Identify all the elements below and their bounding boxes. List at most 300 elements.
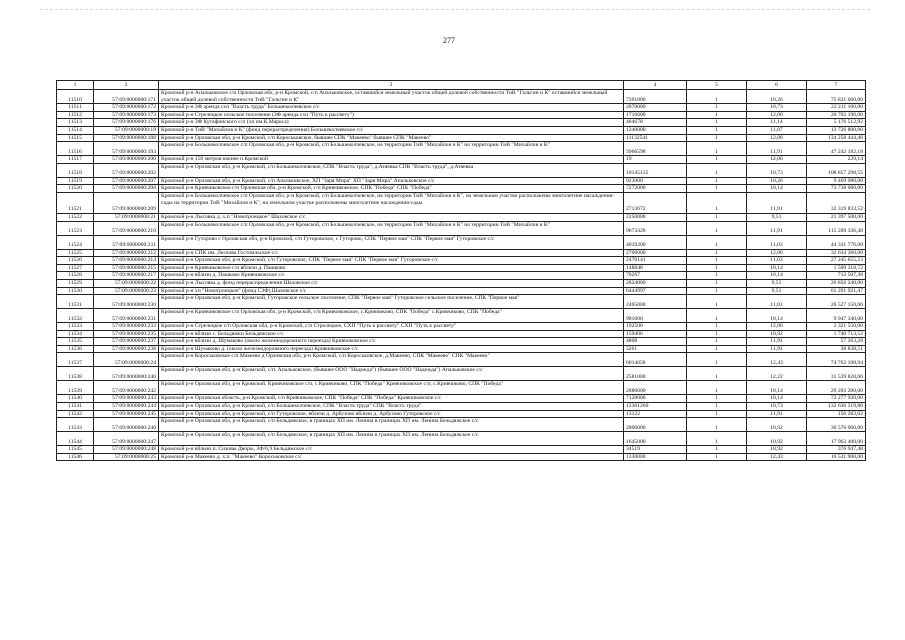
area-value: 6014658 [624, 353, 687, 367]
area-value: 2581000 [624, 367, 687, 381]
area-value: 981000 [624, 309, 687, 323]
cadastral-number: 57:09:0000000:23 [94, 287, 159, 295]
share-value: 1 [687, 111, 747, 119]
price-value: 10,73 [747, 403, 807, 411]
area-value: 464678 [624, 119, 687, 127]
location-description: Кромской р-н Орловская обл, р-н Кромской, с/п Большеколчевское, СПК "Власть труда", д.Атяевка СПК "Власть труда", д.Атяевка [159, 163, 624, 177]
cadastral-number: 57:09:0000000:242 [94, 381, 159, 395]
share-value: 1 [687, 353, 747, 367]
cost-value: 712 507,38 [807, 272, 866, 280]
header-col-3: 3 [159, 81, 624, 90]
price-value: 11,03 [747, 235, 807, 249]
row-number: 11529 [57, 279, 94, 287]
share-value: 1 [687, 264, 747, 272]
location-description: Кромской р-н Кривчиковское с/п вблизи д. Пашково [159, 264, 624, 272]
cadastral-number: 57:09:0000000:188 [94, 134, 159, 142]
location-description: Кромской р-н Большеколчевское с/п Орловская обл, р-н Кромской, с/п Большеколчевское, на территории ТиВ "Михайлов и К" на территории ТиВ "Михайлов и К" [159, 142, 624, 156]
table-row [57, 323, 866, 331]
area-value: 1645000 [624, 432, 687, 446]
row-number: 11540 [57, 395, 94, 403]
header-col-1: 1 [57, 81, 94, 90]
price-value: 10,26 [747, 90, 807, 104]
price-value: 11,91 [747, 345, 807, 353]
cost-value: 16 531 900,00 [807, 453, 866, 461]
area-value: 12361260 [624, 403, 687, 411]
share-value: 1 [687, 163, 747, 177]
row-number: 11534 [57, 330, 94, 338]
location-description: Кромской р-н Орловская обл, р-н Кромской, с/п Большеколчевское, СПК "Власть труда" СПК "Власть труда" [159, 403, 624, 411]
location-description: Кромской р-н Орловская обл, р-н Кромской, с/п Апальковское, ХП "Заря Мира" ХП "Заря Мира" Апальковское с/с [159, 177, 624, 185]
table-row [57, 126, 866, 134]
location-description: Кромской р-н Стрелецкое сельское поселение (ЗФ аренда схп "Путь к рассвету") [159, 111, 624, 119]
share-value: 1 [687, 279, 747, 287]
price-value: 11,91 [747, 142, 807, 156]
cost-value: 5 176 512,92 [807, 119, 866, 127]
location-description: Кромской р-н Гуторово с Орловская обл, р-н Кромской, с/п Гуторовское, с Гуторово, СПК "Первое мая" СПК "Первое мая" Гуторовское с/с [159, 235, 624, 249]
share-value: 1 [687, 295, 747, 309]
cost-value: 9 469 980,00 [807, 177, 866, 185]
price-value: 10,92 [747, 330, 807, 338]
table-row [57, 142, 866, 156]
table-row [57, 192, 866, 213]
cadastral-number: 57:09:0000000:208 [94, 185, 159, 193]
share-value: 1 [687, 235, 747, 249]
share-value: 1 [687, 410, 747, 418]
table-row [57, 134, 866, 142]
cost-value: 31 539 820,00 [807, 367, 866, 381]
row-number: 11519 [57, 177, 94, 185]
price-value: 11,91 [747, 338, 807, 346]
share-value: 1 [687, 257, 747, 265]
cost-value: 1 740 713,52 [807, 330, 866, 338]
area-value: 3966598 [624, 142, 687, 156]
header-col-4: 4 [624, 81, 687, 90]
price-value: 12,06 [747, 134, 807, 142]
price-value: 10,14 [747, 309, 807, 323]
cadastral-number: 57:09:0000000:248 [94, 446, 159, 454]
location-description: Кромской р-н вблизи д. Пашково Кривчиковское с/с [159, 272, 624, 280]
table-row [57, 446, 866, 454]
cost-value: 376 947,48 [807, 446, 866, 454]
area-value: 4019200 [624, 235, 687, 249]
scan-top-marks [40, 9, 870, 13]
cost-value: 2 321 550,00 [807, 323, 866, 331]
location-description: Кромской р-н Орловская обл, р-н Кромской, с/п Гуторовское, вблизи д. Арбузово вблизи д. Арбузово Гуторовское с/с [159, 410, 624, 418]
share-value: 1 [687, 381, 747, 395]
location-description: Кромской р-н вблизи с. Бельдяжки Бельдяжское с/с [159, 330, 624, 338]
area-value: 923000 [624, 177, 687, 185]
cost-value: 57 263,28 [807, 338, 866, 346]
cadastral-number: 57:09:0000000:217 [94, 272, 159, 280]
share-value: 1 [687, 221, 747, 235]
cost-value: 47 242 182,18 [807, 142, 866, 156]
cost-value: 73 738 080,00 [807, 185, 866, 193]
location-description: Кромской р-н Стрелецкое с/п Орловская обл, р-н Кромской, с/п Стрелецкое, СХП "Путь к рассвету" СХП "Путь к рассвету" [159, 323, 624, 331]
location-description: Кромской р-н хп "Новотроицкое" (фонд СЗФ) Шаховское с/с [159, 287, 624, 295]
cadastral-number: 57:09:0000000:240 [94, 367, 159, 381]
price-value: 11,07 [747, 126, 807, 134]
area-value: 7128000 [624, 395, 687, 403]
row-number: 11525 [57, 249, 94, 257]
cadastral-number: 57:09:0000000:200 [94, 156, 159, 164]
cost-value: 1 509 318,72 [807, 264, 866, 272]
share-value: 1 [687, 323, 747, 331]
share-value: 1 [687, 185, 747, 193]
row-number: 11527 [57, 264, 94, 272]
cadastral-number: 57:09:0000000:22 [94, 279, 159, 287]
cadastral-number: 57:09:0000000:244 [94, 403, 159, 411]
share-value: 1 [687, 272, 747, 280]
row-number: 11528 [57, 272, 94, 280]
row-number: 11544 [57, 432, 94, 446]
cost-value: 61 291 921,47 [807, 287, 866, 295]
share-value: 1 [687, 90, 747, 104]
table-row [57, 403, 866, 411]
area-value: 7391000 [624, 90, 687, 104]
price-value: 12,06 [747, 111, 807, 119]
table-row [57, 272, 866, 280]
cadastral-number: 57:09:0000000:238 [94, 345, 159, 353]
area-value: 2070000 [624, 104, 687, 112]
area-value: 2250000 [624, 213, 687, 221]
price-value: 10,14 [747, 395, 807, 403]
area-value: 9673328 [624, 221, 687, 235]
price-value: 12,43 [747, 353, 807, 367]
location-description: Кромской р-н Большеколчевское с/п Орловская обл, р-н Кромской, с/п Большеколчевское, на территории ТиВ "Михайлов и К" на территории ТиВ "Михайлов и К" [159, 221, 624, 235]
location-description: Кромской р-н Орловская область, р-н Кромской, с/п Кривчиковское, СПК "Победа" СПК "Победа" Кривчиковское с/с [159, 395, 624, 403]
row-number: 11535 [57, 338, 94, 346]
share-value: 1 [687, 213, 747, 221]
location-description: Кромской р-н Орловская обл, р-н Кромской, Гуторовское сельское поселение, СПК "Первое мая" Гуторовское сельское поселение, СПК "Первое мая" [159, 295, 624, 309]
price-value: 9,51 [747, 279, 807, 287]
price-value: 12,06 [747, 323, 807, 331]
share-value: 1 [687, 330, 747, 338]
table-row [57, 235, 866, 249]
table-row [57, 295, 866, 309]
price-value: 9,51 [747, 213, 807, 221]
cost-value: 32 319 833,52 [807, 192, 866, 213]
area-value: 1240000 [624, 126, 687, 134]
price-value: 11,03 [747, 257, 807, 265]
row-number: 11523 [57, 221, 94, 235]
table-row [57, 453, 866, 461]
price-value: 10,26 [747, 177, 807, 185]
cadastral-number: 57:09:0000000:230 [94, 295, 159, 309]
cadastral-number: 57:09:0000000:172 [94, 104, 159, 112]
row-number: 11517 [57, 156, 94, 164]
row-number: 11537 [57, 353, 94, 367]
row-number: 11546 [57, 453, 94, 461]
table-row [57, 163, 866, 177]
location-description: Кромской р-н ТиВ "Михайлов и К" (фонд перераспределения) Большеколчевское с/с [159, 126, 624, 134]
location-description: Кромской р-н Лысовка д. х.п "Новотроицкое" Шаховское с/с [159, 213, 624, 221]
land-register-sheet [56, 80, 865, 461]
row-number: 11514 [57, 126, 94, 134]
area-value: 1330000 [624, 453, 687, 461]
row-number: 11511 [57, 104, 94, 112]
row-number: 11530 [57, 287, 94, 295]
header-col-7: 7 [807, 81, 866, 90]
share-value: 1 [687, 453, 747, 461]
location-description: Кромской р-н вблизи п. Сизовы Дворы, ЗФ/6,9 Бельдяжское с/с [159, 446, 624, 454]
cadastral-number: 57:09:0000000:21 [94, 213, 159, 221]
cost-value: 32 634 360,00 [807, 249, 866, 257]
table-row [57, 345, 866, 353]
area-value: 2470141 [624, 257, 687, 265]
table-row [57, 264, 866, 272]
cost-value: 20 702 196,00 [807, 111, 866, 119]
table-row [57, 367, 866, 381]
share-value: 1 [687, 142, 747, 156]
cadastral-number: 57:09:0000000:24 [94, 353, 159, 367]
row-number: 11521 [57, 192, 94, 213]
cadastral-number: 57:09:0000000:209 [94, 192, 159, 213]
share-value: 1 [687, 126, 747, 134]
area-value: 34519 [624, 446, 687, 454]
cadastral-number: 57:09:0000000:202 [94, 163, 159, 177]
table-body [57, 81, 866, 461]
price-value: 10,14 [747, 381, 807, 395]
location-description: Кромской р-н Макеево д. х.п. "Макеево" Короськовское с/с [159, 453, 624, 461]
area-value: 6444997 [624, 287, 687, 295]
price-value: 12,43 [747, 453, 807, 461]
table-row [57, 395, 866, 403]
cadastral-number: 57:09:0000000:246 [94, 418, 159, 432]
price-value: 12,22 [747, 367, 807, 381]
cadastral-number: 57:09:0000000:245 [94, 410, 159, 418]
cost-value: 229,14 [807, 156, 866, 164]
cost-value: 13 726 800,00 [807, 126, 866, 134]
cadastral-number: 57:09:0000000:247 [94, 432, 159, 446]
cost-value: 74 762 198,94 [807, 353, 866, 367]
cost-value: 29 203 200,00 [807, 381, 866, 395]
share-value: 1 [687, 446, 747, 454]
land-register-table [56, 80, 866, 461]
share-value: 1 [687, 177, 747, 185]
share-value: 1 [687, 104, 747, 112]
location-description: Кромской р-н ЗФ аренда схп "Власть труда" Большеколчевское с/с [159, 104, 624, 112]
share-value: 1 [687, 338, 747, 346]
cost-value: 108 857 298,55 [807, 163, 866, 177]
area-value: 1716600 [624, 111, 687, 119]
area-value: 192500 [624, 323, 687, 331]
row-number: 11516 [57, 142, 94, 156]
location-description: Кромской р-н Орловская обл, р-н Кромской, с/п Бельдяжское, в границах ХП им. Ленина в границах ХП им. Ленина Бельдяжское с/с [159, 418, 624, 432]
price-value: 10,73 [747, 163, 807, 177]
share-value: 1 [687, 309, 747, 323]
price-value: 10,14 [747, 185, 807, 193]
location-description: Кромской р-н Шумаково д. (около железнодорожного переезда) Кривчиковское с/с [159, 345, 624, 353]
location-description: Кромской р-н Лысовка д. фонд перераспределения Шаховское с/с [159, 279, 624, 287]
row-number: 11545 [57, 446, 94, 454]
cadastral-number: 57:09:0000000:210 [94, 221, 159, 235]
table-row [57, 353, 866, 367]
location-description: Кромской р-н Апальковское с/п Орловская обл, р-н Кромской, с/п Апальковское, оставшийся земельный участок общей долевой собственности ТиВ "Гальгин и К" оставшийся земельный участок общей долевой собственности ТиВ "Гальгин и К" [159, 90, 624, 104]
row-number: 11542 [57, 410, 94, 418]
table-row [57, 330, 866, 338]
row-number: 11543 [57, 418, 94, 432]
cadastral-number: 57:09:0000000:173 [94, 111, 159, 119]
cost-value: 17 963 400,00 [807, 432, 866, 446]
share-value: 1 [687, 403, 747, 411]
table-row [57, 287, 866, 295]
table-row [57, 119, 866, 127]
row-number: 11533 [57, 323, 94, 331]
area-value: 19 [624, 156, 687, 164]
share-value: 1 [687, 249, 747, 257]
cost-value: 44 331 776,00 [807, 235, 866, 249]
header-col-5: 5 [687, 81, 747, 90]
area-value: 2713672 [624, 192, 687, 213]
area-value: 70267 [624, 272, 687, 280]
location-description: Кромской р-н Орловская обл, р-н Кромской, Кривчиковское с/п, с.Кривчиково, СПК "Победа" Кривчиковское с/п, с.Кривчиково, СПК "Победа" [159, 381, 624, 395]
area-value: 2880000 [624, 381, 687, 395]
table-row [57, 249, 866, 257]
location-description: Кромской р-н 150 метров южнее п.Кромской [159, 156, 624, 164]
cost-value: 132 636 319,80 [807, 403, 866, 411]
price-value: 9,51 [747, 287, 807, 295]
table-row [57, 309, 866, 323]
area-value: 4808 [624, 338, 687, 346]
row-number: 11526 [57, 257, 94, 265]
table-row [57, 111, 866, 119]
cadastral-number: 57:09:0000000:18 [94, 126, 159, 134]
area-value: 2405000 [624, 295, 687, 309]
cadastral-number: 57:09:0000000:231 [94, 309, 159, 323]
cost-value: 26 856 240,00 [807, 279, 866, 287]
cadastral-number: 57:09:0000000:193 [94, 142, 159, 156]
price-value: 11,91 [747, 192, 807, 213]
cost-value: 72 277 920,00 [807, 395, 866, 403]
share-value: 1 [687, 367, 747, 381]
cost-value: 134 258 444,46 [807, 134, 866, 142]
price-value: 10,92 [747, 446, 807, 454]
price-value: 11,91 [747, 410, 807, 418]
price-value: 12,06 [747, 156, 807, 164]
share-value: 1 [687, 192, 747, 213]
table-row [57, 338, 866, 346]
cadastral-number: 57:09:0000000:215 [94, 264, 159, 272]
table-row [57, 185, 866, 193]
price-value: 10,92 [747, 432, 807, 446]
cost-value: 26 527 150,00 [807, 295, 866, 309]
area-value: 11132541 [624, 134, 687, 142]
location-description: Кромской р-н вблизи д. Шумаково (около железнодорожного переезда) Кривчиковское с/с [159, 338, 624, 346]
row-number: 11512 [57, 111, 94, 119]
cost-value: 21 397 500,00 [807, 213, 866, 221]
price-value: 10,92 [747, 418, 807, 432]
price-value: 11,14 [747, 119, 807, 127]
share-value: 1 [687, 345, 747, 353]
cost-value: 75 831 660,00 [807, 90, 866, 104]
table-row [57, 156, 866, 164]
location-description: Кромской р-н Большеколчевское с/п Орловская обл, р-н Кромской, с/п Большеколчевское, на территории ТиВ "Михайлов и К", на земельном участке расположены многолетние насаждения-сады на территории ТиВ "Михайлов и К", на земельном участке расположены многолетние насаждения-сады [159, 192, 624, 213]
cadastral-number: 57:09:0000000:235 [94, 330, 159, 338]
area-value: 3261 [624, 345, 687, 353]
cost-value: 38 838,51 [807, 345, 866, 353]
area-value: 7272000 [624, 185, 687, 193]
page-number: 277 [443, 36, 455, 45]
price-value: 11,91 [747, 221, 807, 235]
table-row [57, 279, 866, 287]
row-number: 11532 [57, 309, 94, 323]
cost-value: 9 947 340,00 [807, 309, 866, 323]
location-description: Кромской р-н Орловская обл, р-н Кромской, с/п Гуторовское, СПК "Первое мая" СПК "Первое мая" Гуторовское с/с [159, 257, 624, 265]
table-row [57, 418, 866, 432]
cost-value: 115 209 336,48 [807, 221, 866, 235]
area-value: 10145135 [624, 163, 687, 177]
location-description: Кромской р-н Орловская обл, р-н Кромской, с/п Короськовское, бывшее СПК "Макеево" бывшее СПК "Макеево" [159, 134, 624, 142]
cadastral-number: 57:09:0000000:233 [94, 323, 159, 331]
row-number: 11541 [57, 403, 94, 411]
share-value: 1 [687, 119, 747, 127]
location-description: Кромской р-н Орловская обл, р-н Кромской, с/п Бельдяжское, в границах ХП им. Ленина в границах ХП им. Ленина Бельдяжское с/с [159, 432, 624, 446]
cadastral-number: 57:09:0000000:243 [94, 395, 159, 403]
area-value: 13122 [624, 410, 687, 418]
area-value: 2800000 [624, 418, 687, 432]
cost-value: 22 211 100,00 [807, 104, 866, 112]
cost-value: 156 283,02 [807, 410, 866, 418]
cadastral-number: 57:09:0000000:25 [94, 453, 159, 461]
location-description: Кромской р-н СПК им. Лескова Гостомльское с/с [159, 249, 624, 257]
price-value: 10,14 [747, 264, 807, 272]
share-value: 1 [687, 156, 747, 164]
row-number: 11536 [57, 345, 94, 353]
cadastral-number: 57:09:0000000:237 [94, 338, 159, 346]
table-row [57, 104, 866, 112]
table-row [57, 381, 866, 395]
row-number: 11515 [57, 134, 94, 142]
area-value: 2706000 [624, 249, 687, 257]
cadastral-number: 57:09:0000000:171 [94, 90, 159, 104]
price-value: 11,03 [747, 295, 807, 309]
location-description: Кромской р-н Кривчиковское с/п Орловская обл, р-н Кромской, с/п Кривчиковское, с.Кривчиково, СПК "Победа" с.Кривчиково, СПК "Победа" [159, 309, 624, 323]
row-number: 11522 [57, 213, 94, 221]
cadastral-number: 57:09:0000000:212 [94, 249, 159, 257]
row-number: 11538 [57, 367, 94, 381]
table-row [57, 432, 866, 446]
share-value: 1 [687, 432, 747, 446]
cadastral-number: 57:09:0000000:176 [94, 119, 159, 127]
cadastral-number: 57:09:0000000:207 [94, 177, 159, 185]
table-row [57, 221, 866, 235]
row-number: 11531 [57, 295, 94, 309]
price-value: 10,73 [747, 104, 807, 112]
table-row [57, 213, 866, 221]
share-value: 1 [687, 395, 747, 403]
row-number: 11524 [57, 235, 94, 249]
share-value: 1 [687, 287, 747, 295]
header-col-2: 2 [94, 81, 159, 90]
table-row [57, 90, 866, 104]
row-number: 11510 [57, 90, 94, 104]
cadastral-number: 57:09:0000000:214 [94, 257, 159, 265]
cost-value: 27 245 655,23 [807, 257, 866, 265]
location-description: Кромской р-н Орловская обл, р-н Кромской, с/п. Апальковское, (бывшее ООО "Надежда") (бывшее ООО "Надежда") Апальковское с/с [159, 367, 624, 381]
cadastral-number: 57:09:0000000:211 [94, 235, 159, 249]
price-value: 12,06 [747, 249, 807, 257]
location-description: Кромской р-н ЗФ Кутафинского с/п (хп им.К.Маркса) [159, 119, 624, 127]
table-row [57, 257, 866, 265]
price-value: 10,14 [747, 272, 807, 280]
share-value: 1 [687, 418, 747, 432]
table-row [57, 410, 866, 418]
cost-value: 30 576 000,00 [807, 418, 866, 432]
row-number: 11513 [57, 119, 94, 127]
table-row [57, 177, 866, 185]
share-value: 1 [687, 134, 747, 142]
header-col-6: 6 [747, 81, 807, 90]
